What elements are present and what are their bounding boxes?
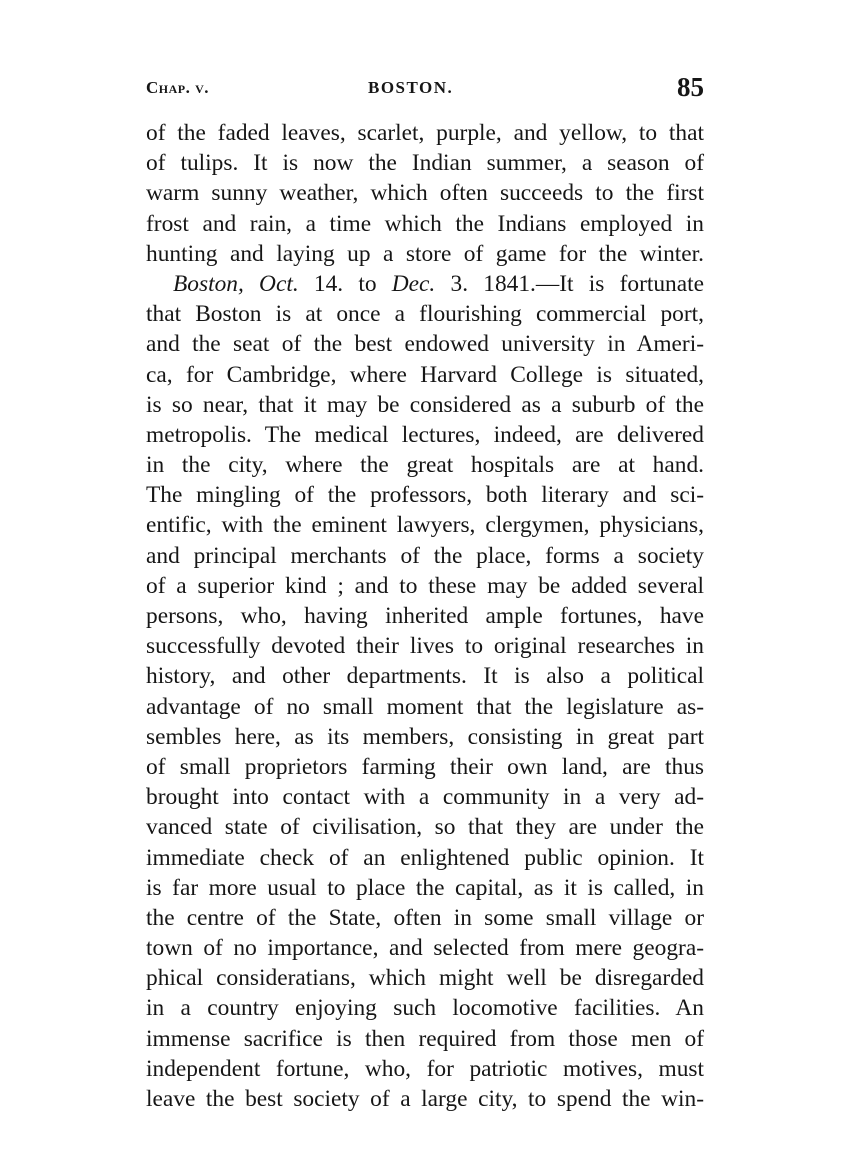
text-line: successfully devoted their lives to original researches in bbox=[146, 633, 704, 660]
text-line: in the city, where the great hospitals are at hand. bbox=[146, 452, 704, 479]
text-line: in a country enjoying such locomotive facilities. An bbox=[146, 995, 704, 1022]
body-text bbox=[146, 118, 704, 1114]
text-line: frost and rain, a time which the Indians employed in bbox=[146, 210, 704, 237]
text-line: history, and other departments. It is also a political bbox=[146, 663, 704, 690]
dateline-month-start: Oct. bbox=[259, 270, 299, 297]
text-line: immediate check of an enlightened public opinion. It bbox=[146, 844, 704, 871]
text-line: advantage of no small moment that the legislature as- bbox=[146, 693, 704, 720]
text-line: and the seat of the best endowed university in Ameri- bbox=[146, 331, 704, 358]
text-line: of tulips. It is now the Indian summer, a season of bbox=[146, 150, 704, 177]
text-line: of the faded leaves, scarlet, purple, and yellow, to that bbox=[146, 120, 704, 146]
text-line: entific, with the eminent lawyers, clergymen, physicians, bbox=[146, 512, 704, 539]
text-line: The mingling of the professors, both literary and sci- bbox=[146, 482, 704, 509]
page-header bbox=[146, 72, 706, 106]
chapter-label: Chap. v. bbox=[146, 78, 210, 97]
text-line: leave the best society of a large city, to spend the win- bbox=[146, 1086, 704, 1112]
text-line: that Boston is at once a flourishing commercial port, bbox=[146, 301, 704, 328]
text-line: sembles here, as its members, consisting in great part bbox=[146, 723, 704, 750]
text-line: immense sacrifice is then required from those men of bbox=[146, 1025, 704, 1052]
dateline-place: Boston, bbox=[173, 270, 244, 297]
text-line: vanced state of civilisation, so that they are under the bbox=[146, 814, 704, 841]
text-line: brought into contact with a community in a very ad- bbox=[146, 784, 704, 811]
text-line: metropolis. The medical lectures, indeed, are delivered bbox=[146, 421, 704, 448]
text-line: and principal merchants of the place, forms a society bbox=[146, 542, 704, 569]
text-line: independent fortune, who, for patriotic motives, must bbox=[146, 1055, 704, 1082]
dateline-rest: 3. 1841.—It is fortunate bbox=[450, 270, 705, 297]
text-line: town of no importance, and selected from mere geogra- bbox=[146, 935, 704, 962]
text-line: warm sunny weather, which often succeeds to the first bbox=[146, 180, 704, 207]
text-line-dateline bbox=[146, 269, 704, 299]
text-line: phical consideratians, which might well be disregarded bbox=[146, 965, 704, 992]
dateline-day-start: 14. to bbox=[313, 270, 377, 297]
text-line: is so near, that it may be considered as a suburb of the bbox=[146, 391, 704, 418]
text-line: ca, for Cambridge, where Harvard College is situated, bbox=[146, 361, 704, 388]
text-line: the centre of the State, often in some small village or bbox=[146, 904, 704, 931]
text-line: is far more usual to place the capital, as it is called, in bbox=[146, 874, 704, 901]
dateline-month-end: Dec. bbox=[391, 270, 436, 297]
text-line: hunting and laying up a store of game for the winter. bbox=[146, 240, 704, 267]
text-line: persons, who, having inherited ample fortunes, have bbox=[146, 603, 704, 629]
page-number: 85 bbox=[677, 72, 704, 102]
text-line: of small proprietors farming their own land, are thus bbox=[146, 753, 704, 780]
running-title: BOSTON. bbox=[368, 78, 454, 97]
text-line: of a superior kind ; and to these may be added several bbox=[146, 572, 704, 599]
